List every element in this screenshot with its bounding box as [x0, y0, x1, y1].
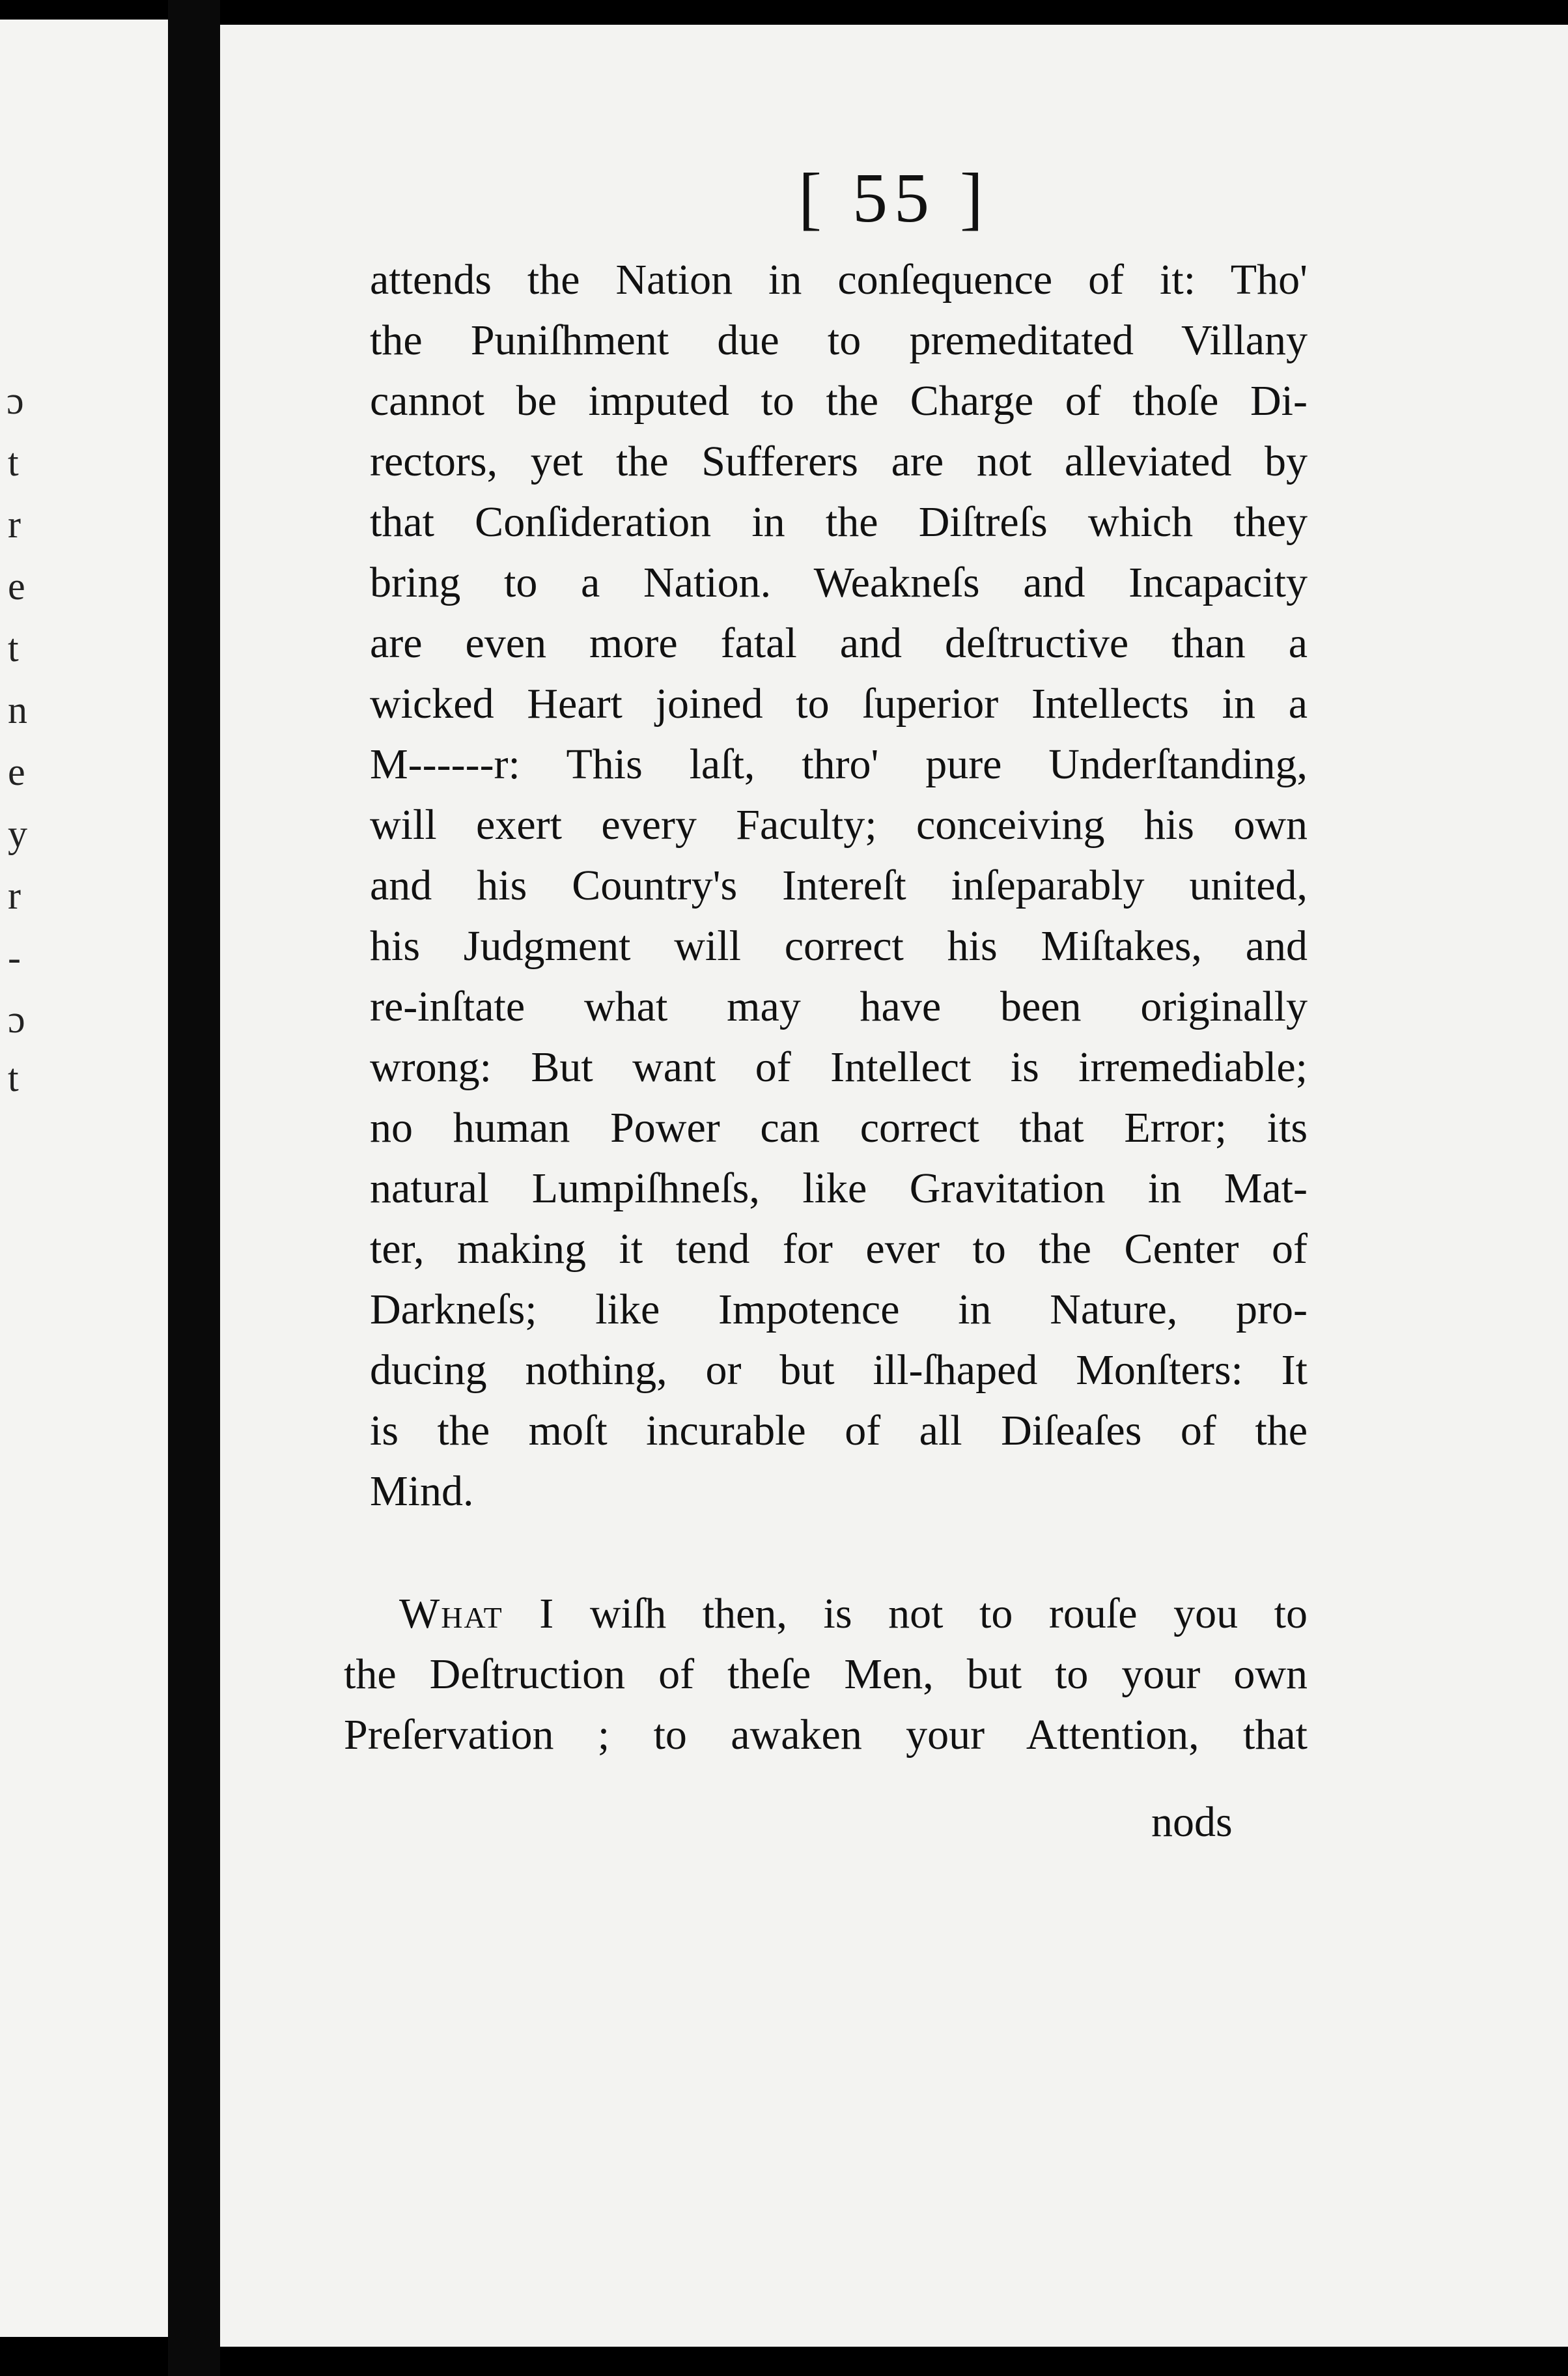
text-line: are even more fatal and deſtructive than a — [370, 619, 1308, 667]
page-number: [ 55 ] — [798, 160, 990, 237]
text-run: I wiſh then, is not to rouſe you to — [503, 1590, 1308, 1637]
left-page-fragment: t — [8, 627, 19, 670]
left-page-edge — [0, 20, 168, 2337]
paragraph — [344, 1583, 1308, 1765]
left-page-fragment: r — [8, 874, 21, 917]
text-line: Mind. — [370, 1467, 474, 1515]
book-gutter — [168, 0, 220, 2376]
text-line: that Conſideration in the Diſtreſs which they — [370, 498, 1308, 546]
paragraph — [370, 249, 1308, 1521]
text-line: will exert every Faculty; conceiving his own — [370, 801, 1308, 849]
text-line: no human Power can correct that Error; its — [370, 1104, 1308, 1152]
text-line: Darkneſs; like Impotence in Nature, pro- — [370, 1286, 1308, 1333]
left-page-fragment: ɔ — [8, 998, 25, 1041]
text-line: Preſervation ; to awaken your Attention, that — [344, 1711, 1308, 1759]
left-page-fragment: t — [8, 1056, 19, 1099]
text-line: natural Lumpiſhneſs, like Gravitation in Mat- — [370, 1165, 1308, 1212]
text-line: and his Country's Intereſt inſeparably united, — [370, 862, 1308, 909]
body-text — [344, 249, 1308, 1765]
text-line: cannot be imputed to the Charge of thoſe Di- — [370, 377, 1308, 425]
text-line: wicked Heart joined to ſuperior Intellects in a — [370, 680, 1308, 728]
catchword: nods — [1151, 1798, 1233, 1846]
left-page-fragment: e — [8, 565, 25, 608]
text-line — [344, 1583, 1308, 1644]
left-page-fragment: ɔ — [7, 379, 24, 422]
left-page-fragment: t — [8, 441, 19, 484]
left-page-fragment: e — [8, 750, 25, 793]
text-line: ter, making it tend for ever to the Center of — [370, 1225, 1308, 1273]
text-line: bring to a Nation. Weakneſs and Incapacity — [370, 559, 1308, 606]
text-line: wrong: But want of Intellect is irremediable; — [370, 1043, 1308, 1091]
text-line: attends the Nation in conſequence of it: Tho' — [370, 256, 1308, 304]
left-page-fragment: n — [8, 688, 27, 731]
paragraph-spacing — [370, 1521, 1308, 1583]
text-line: ducing nothing, or but ill-ſhaped Monſters: It — [370, 1346, 1308, 1394]
left-page-fragment: y — [8, 812, 27, 855]
text-line: his Judgment will correct his Miſtakes, and — [370, 922, 1308, 970]
book-page — [220, 25, 1568, 2347]
text-line: re-inſtate what may have been originally — [370, 983, 1308, 1030]
text-line: the Puniſhment due to premeditated Villany — [370, 317, 1308, 364]
text-line: the Deſtruction of theſe Men, but to your own — [344, 1650, 1308, 1698]
left-page-fragment: r — [8, 503, 21, 546]
small-caps-lead: What — [399, 1590, 503, 1637]
text-line: rectors, yet the Sufferers are not alleviated by — [370, 438, 1308, 485]
text-line: is the moſt incurable of all Diſeaſes of the — [370, 1407, 1308, 1454]
left-page-fragment: - — [8, 936, 21, 979]
text-line: M------r: This laſt, thro' pure Underſtanding, — [370, 741, 1308, 788]
